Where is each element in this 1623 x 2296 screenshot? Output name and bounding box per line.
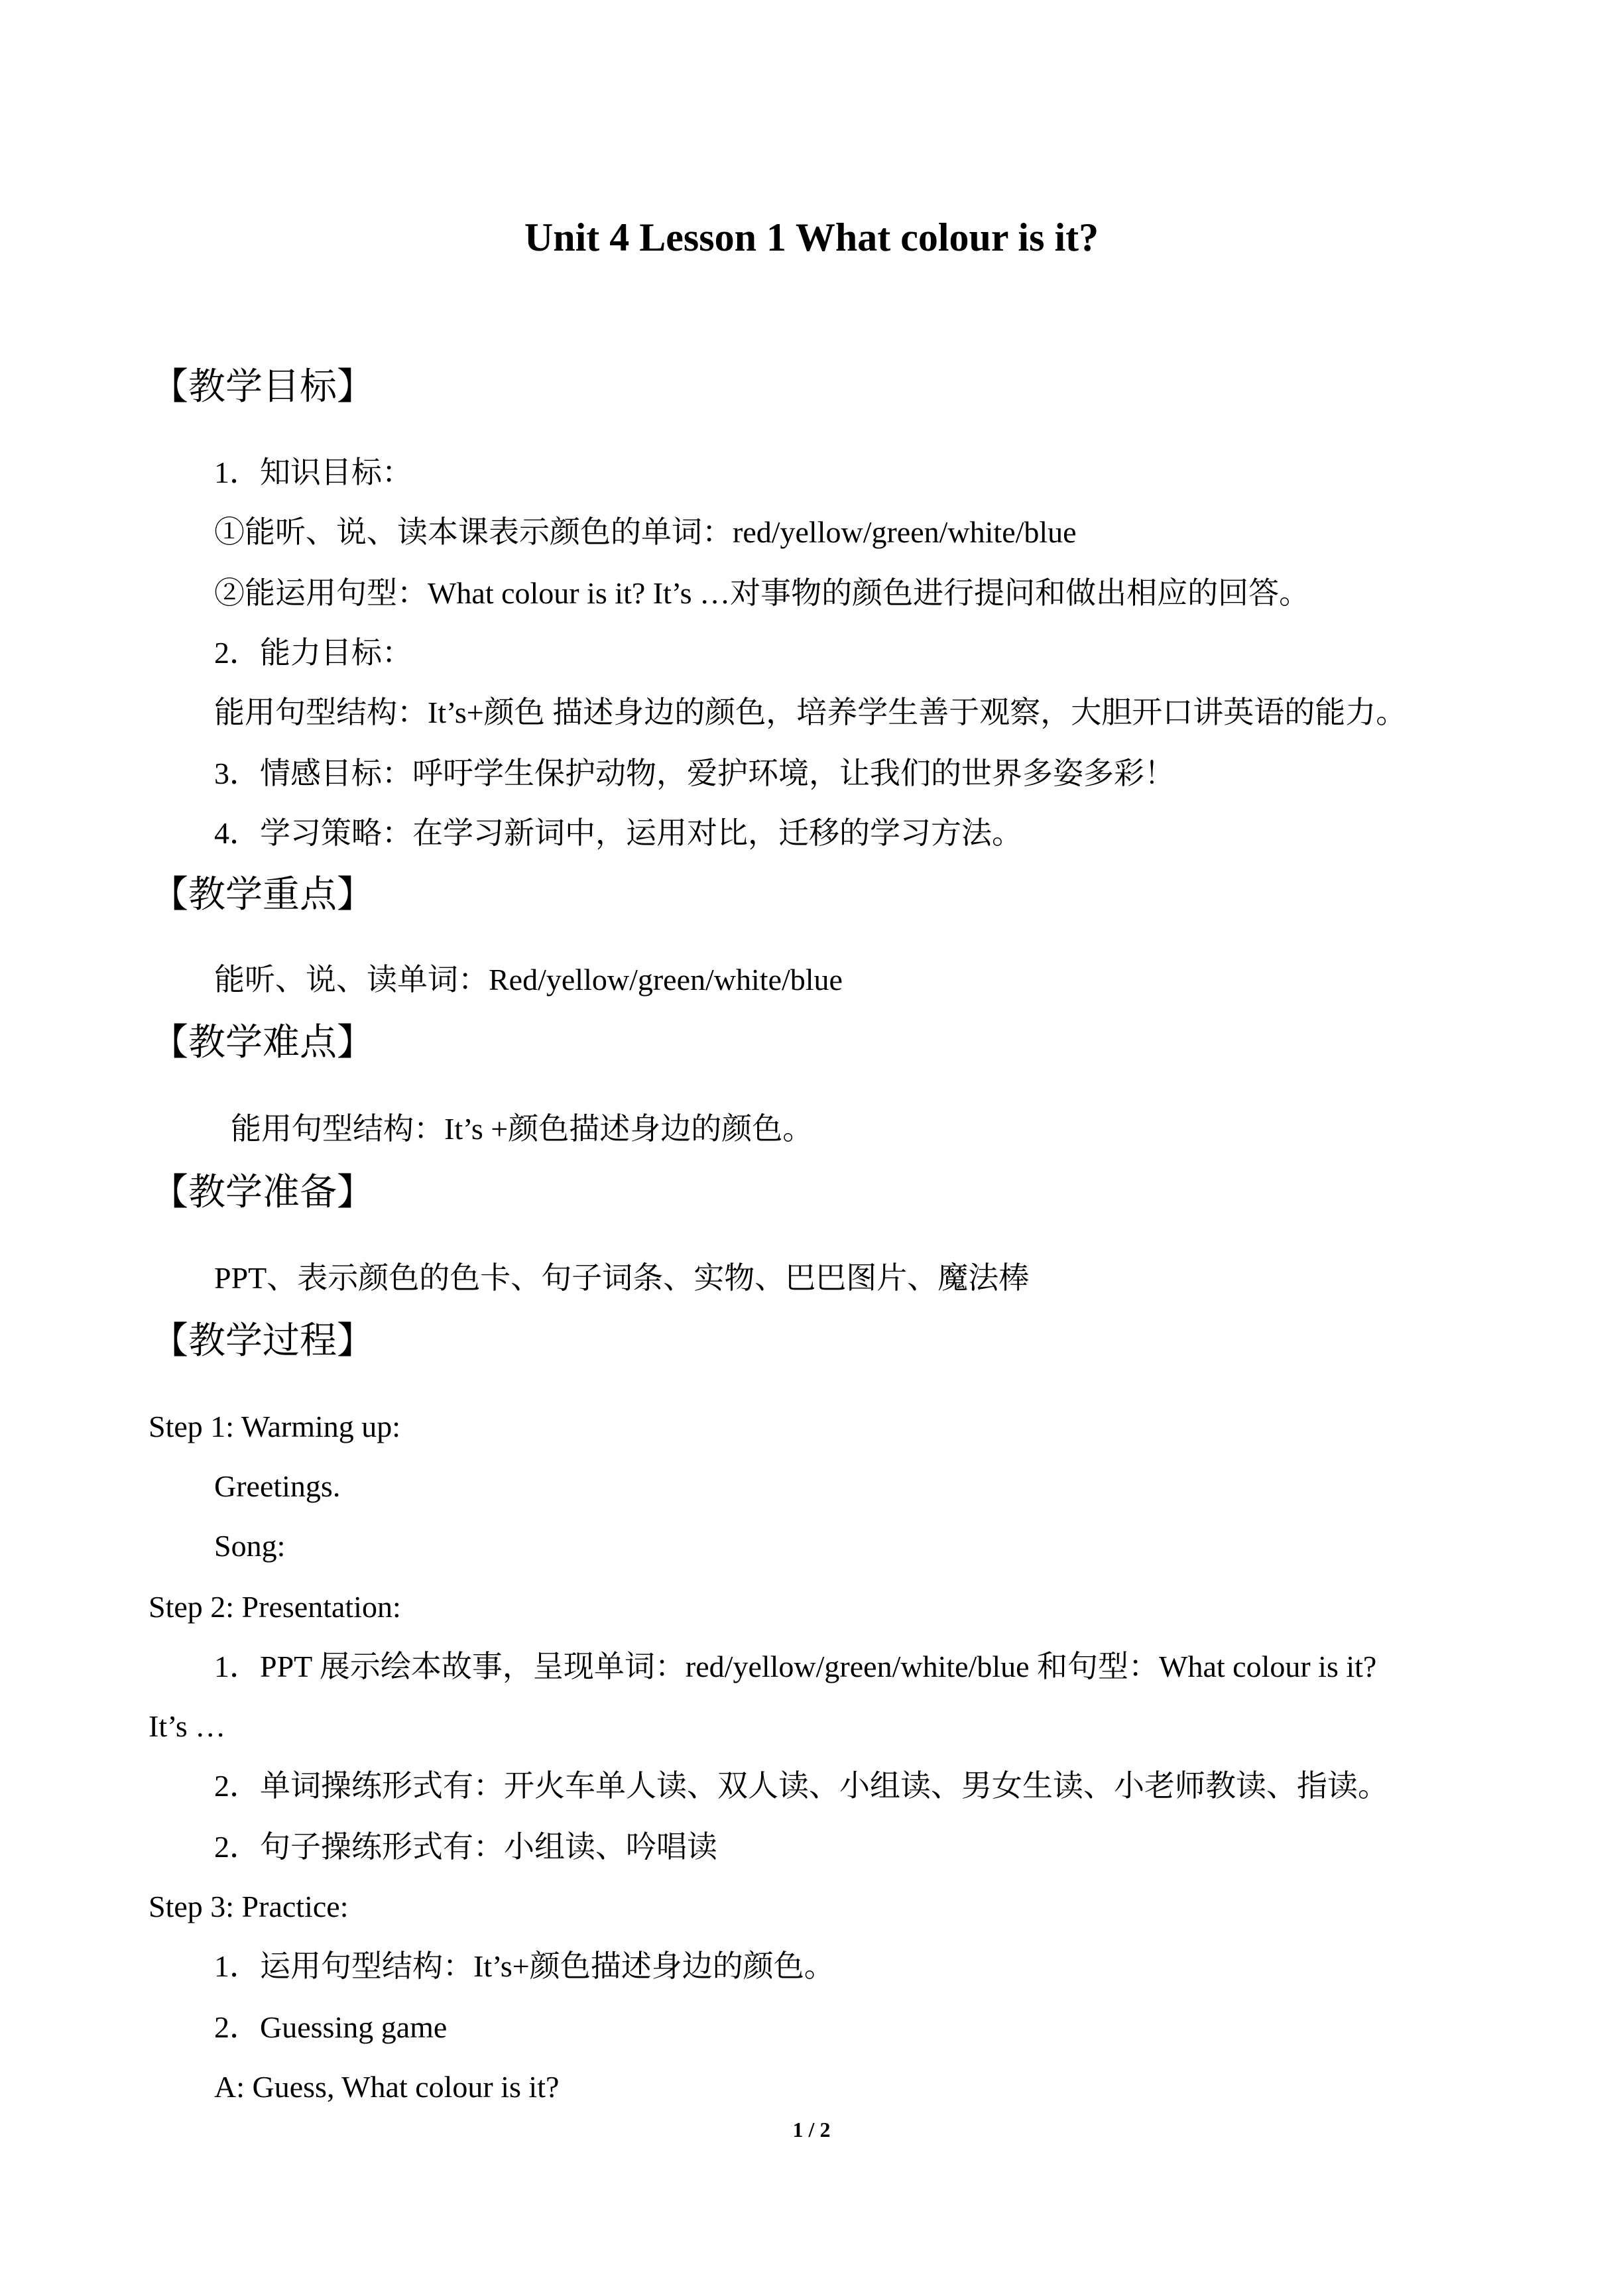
- step-line: Song:: [214, 1529, 286, 1563]
- step-line: 1．运用句型结构：It’s+颜色描述身边的颜色。: [214, 1949, 835, 1983]
- page-number: 1 / 2: [792, 2118, 831, 2142]
- objective-line: 1．知识目标：: [214, 455, 412, 489]
- step-line: A: Guess, What colour is it?: [214, 2070, 560, 2104]
- step-line: 2．Guessing game: [214, 2010, 448, 2044]
- step-label: Step 1: Warming up:: [149, 1410, 401, 1443]
- objective-line: 3．情感目标：呼吁学生保护动物，爱护环境，让我们的世界多姿多彩！: [214, 756, 1175, 790]
- objective-line: 能用句型结构：It’s+颜色 描述身边的颜色，培养学生善于观察，大胆开口讲英语的能力。: [214, 695, 1407, 729]
- heading-preparation: 【教学准备】: [151, 1172, 374, 1213]
- step-line: 2．句子操练形式有：小组读、吟唱读: [214, 1830, 717, 1864]
- document-title: Unit 4 Lesson 1 What colour is it?: [524, 215, 1099, 259]
- key-point-line: 能听、说、读单词：Red/yellow/green/white/blue: [214, 963, 843, 997]
- step-line: 2．单词操练形式有：开火车单人读、双人读、小组读、男女生读、小老师教读、指读。: [214, 1769, 1388, 1803]
- preparation-line: PPT、表示颜色的色卡、句子词条、实物、巴巴图片、魔法棒: [214, 1261, 1030, 1295]
- step-line: 1．PPT 展示绘本故事，呈现单词：red/yellow/green/white/blue 和句型：What colour is it?: [214, 1650, 1377, 1683]
- objective-line: 2．能力目标：: [214, 636, 412, 670]
- difficulty-line: 能用句型结构：It’s +颜色描述身边的颜色。: [231, 1112, 813, 1146]
- heading-objectives: 【教学目标】: [151, 367, 374, 408]
- step-line: It’s …: [149, 1709, 226, 1743]
- objective-line: ①能听、说、读本课表示颜色的单词：red/yellow/green/white/blue: [214, 515, 1077, 549]
- step-line: Greetings.: [214, 1469, 341, 1503]
- step-label: Step 2: Presentation:: [149, 1590, 401, 1624]
- heading-process: 【教学过程】: [151, 1321, 374, 1362]
- heading-key-points: 【教学重点】: [151, 875, 374, 916]
- objective-line: 4．学习策略：在学习新词中，运用对比，迁移的学习方法。: [214, 816, 1022, 850]
- heading-difficulties: 【教学难点】: [151, 1022, 374, 1063]
- step-label: Step 3: Practice:: [149, 1890, 349, 1923]
- objective-line: ②能运用句型：What colour is it? It’s …对事物的颜色进行提问和做出相应的回答。: [214, 576, 1310, 610]
